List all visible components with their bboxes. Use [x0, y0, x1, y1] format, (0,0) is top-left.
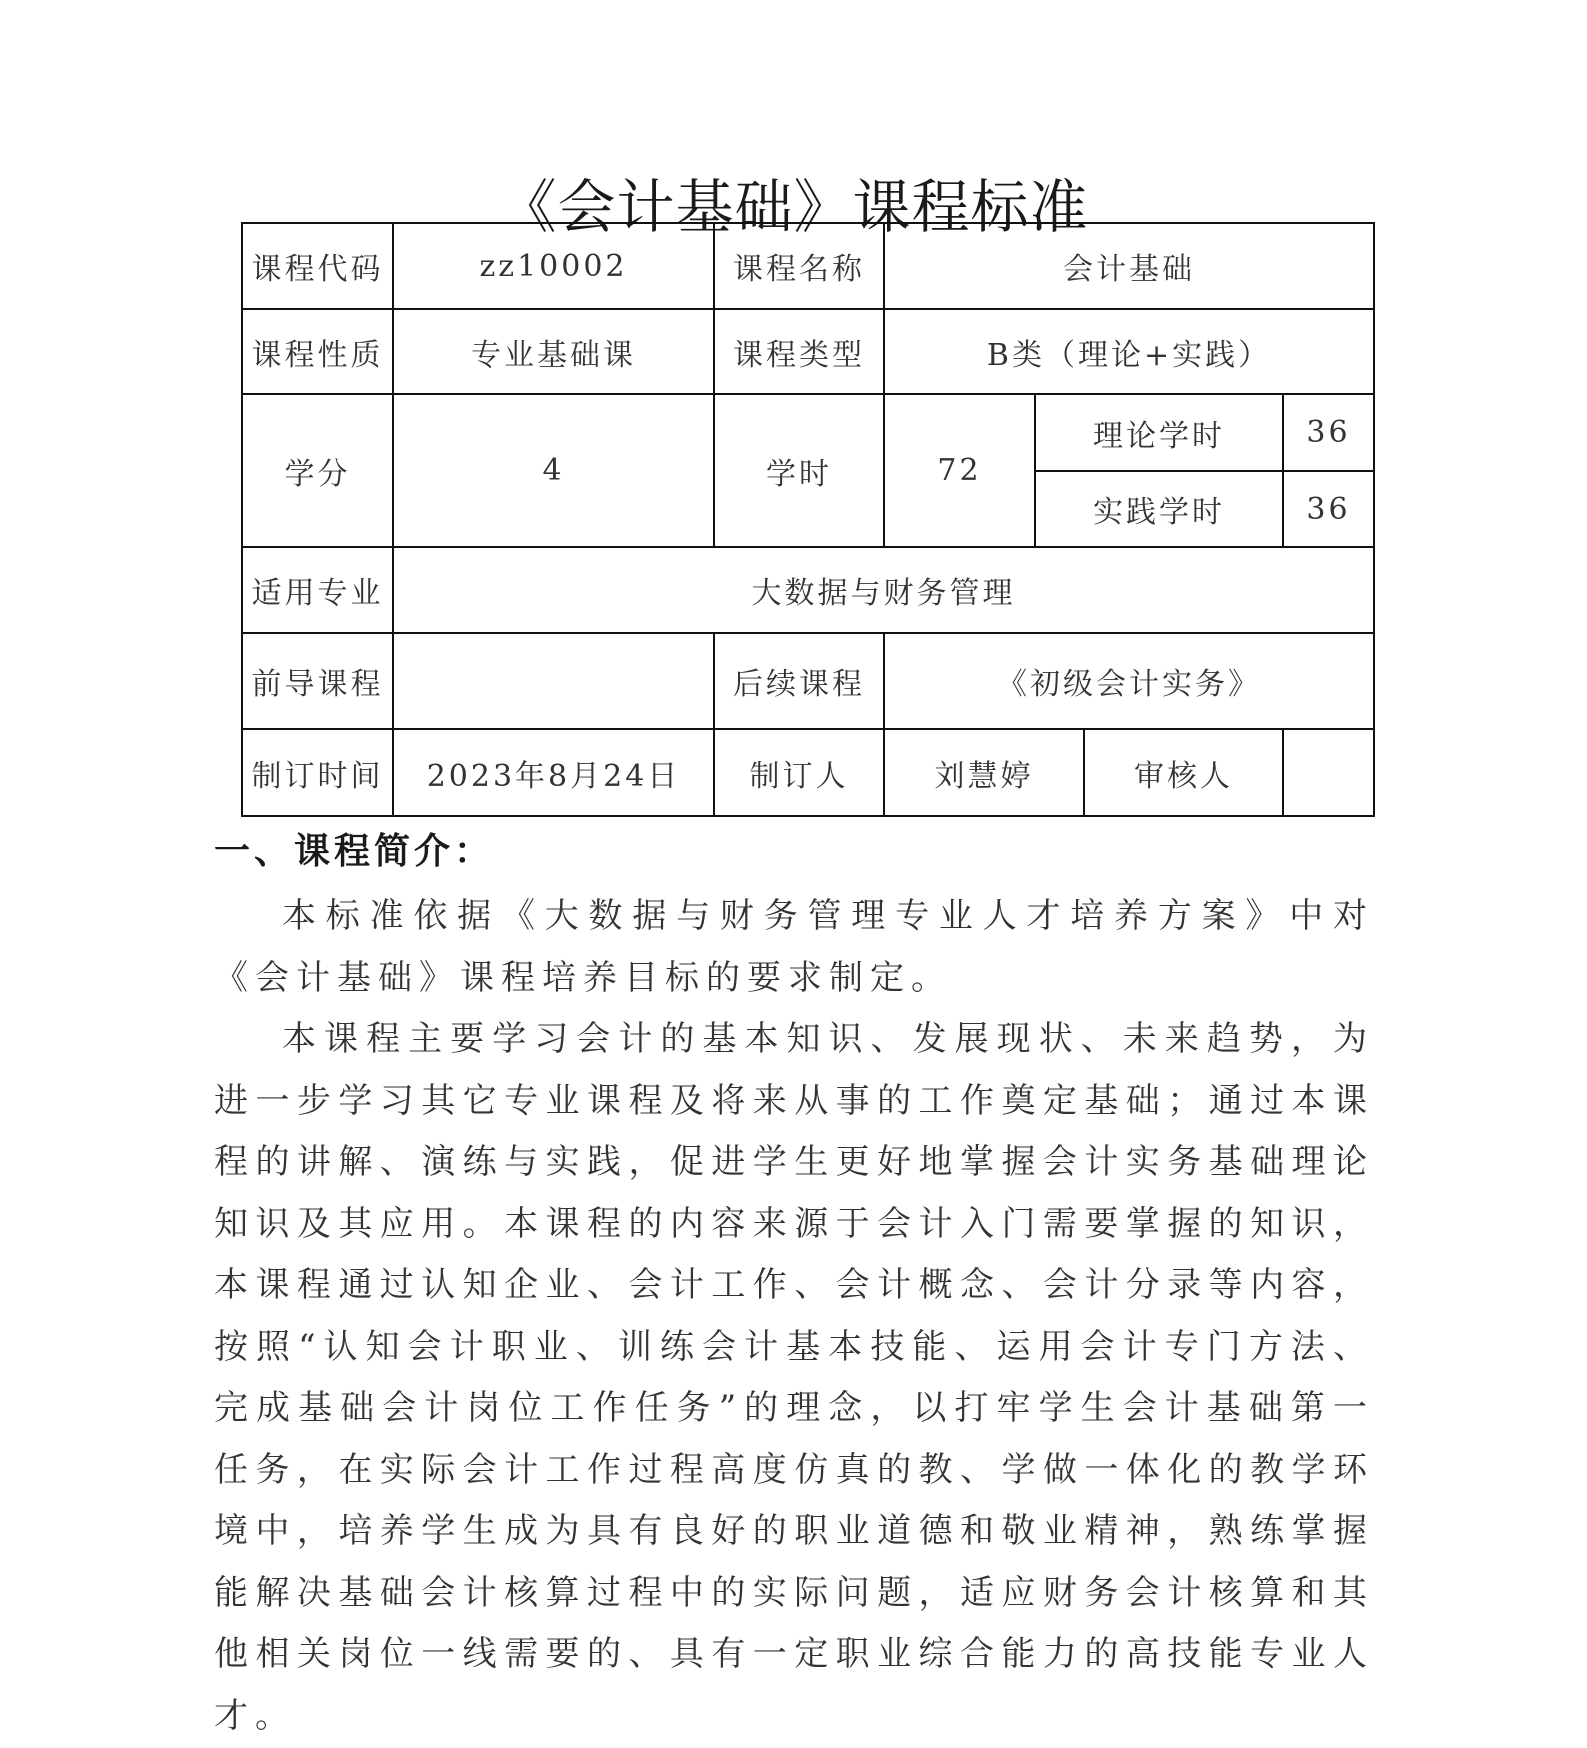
course-name-label: 课程名称 [714, 223, 884, 309]
hours-label: 学时 [714, 394, 884, 547]
practice-hours-label: 实践学时 [1035, 471, 1283, 547]
intro-paragraph: 本标准依据《大数据与财务管理专业人才培养方案》中对《会计基础》课程培养目标的要求制定。 [214, 896, 1374, 998]
credit-label: 学分 [242, 394, 393, 547]
major-label: 适用专业 [242, 547, 393, 633]
course-type-label: 课程类型 [714, 309, 884, 394]
table-row [242, 729, 1374, 816]
prerequisite-label: 前导课程 [242, 633, 393, 729]
course-name-value: 会计基础 [884, 223, 1374, 309]
table-row [242, 394, 1374, 471]
practice-hours-value: 36 [1283, 471, 1374, 547]
reviewer-label: 审核人 [1084, 729, 1283, 816]
intro-paragraph: 本课程主要学习会计的基本知识、发展现状、未来趋势，为进一步学习其它专业课程及将来从事的工作奠定基础；通过本课程的讲解、演练与实践，促进学生更好地掌握会计实务基础理论知识及其应用。本课程的内容来源于会计入门需要掌握的知识，本课程通过认知企业、会计工作、会计概念、会计分录等内容，按照“认知会计职业、训练会计基本技能、运用会计专门方法、完成基础会计岗位工作任务”的理念，以打牢学生会计基础第一任务，在实际会计工作过程高度仿真的教、学做一体化的教学环境中，培养学生成为具有良好的职业道德和敬业精神，熟练掌握能解决基础会计核算过程中的实际问题，适应财务会计核算和其他相关岗位一线需要的、具有一定职业综合能力的高技能专业人才。 [214, 1019, 1374, 1736]
course-nature-value: 专业基础课 [393, 309, 714, 394]
course-code-value: zz10002 [393, 223, 714, 309]
theory-hours-value: 36 [1283, 394, 1374, 471]
section-heading-course-intro: 一、课程简介： [214, 831, 495, 872]
table-row [242, 547, 1374, 633]
course-code-label: 课程代码 [242, 223, 393, 309]
author-value: 刘慧婷 [884, 729, 1084, 816]
followup-value: 《初级会计实务》 [884, 633, 1374, 729]
author-label: 制订人 [714, 729, 884, 816]
credit-value: 4 [393, 394, 714, 547]
hours-value: 72 [884, 394, 1035, 547]
document-title: 《会计基础》课程标准 [498, 172, 1089, 241]
prerequisite-value [393, 633, 714, 729]
course-type-value: B类（理论+实践） [884, 309, 1374, 394]
theory-hours-label: 理论学时 [1035, 394, 1283, 471]
revision-date-label: 制订时间 [242, 729, 393, 816]
table-row [242, 223, 1374, 309]
revision-date-value: 2023年8月24日 [393, 729, 714, 816]
course-intro-body [214, 886, 1374, 1747]
course-nature-label: 课程性质 [242, 309, 393, 394]
table-row [242, 633, 1374, 729]
followup-label: 后续课程 [714, 633, 884, 729]
reviewer-value [1283, 729, 1374, 816]
table-row [242, 309, 1374, 394]
course-info-table [241, 222, 1375, 817]
major-value: 大数据与财务管理 [393, 547, 1374, 633]
